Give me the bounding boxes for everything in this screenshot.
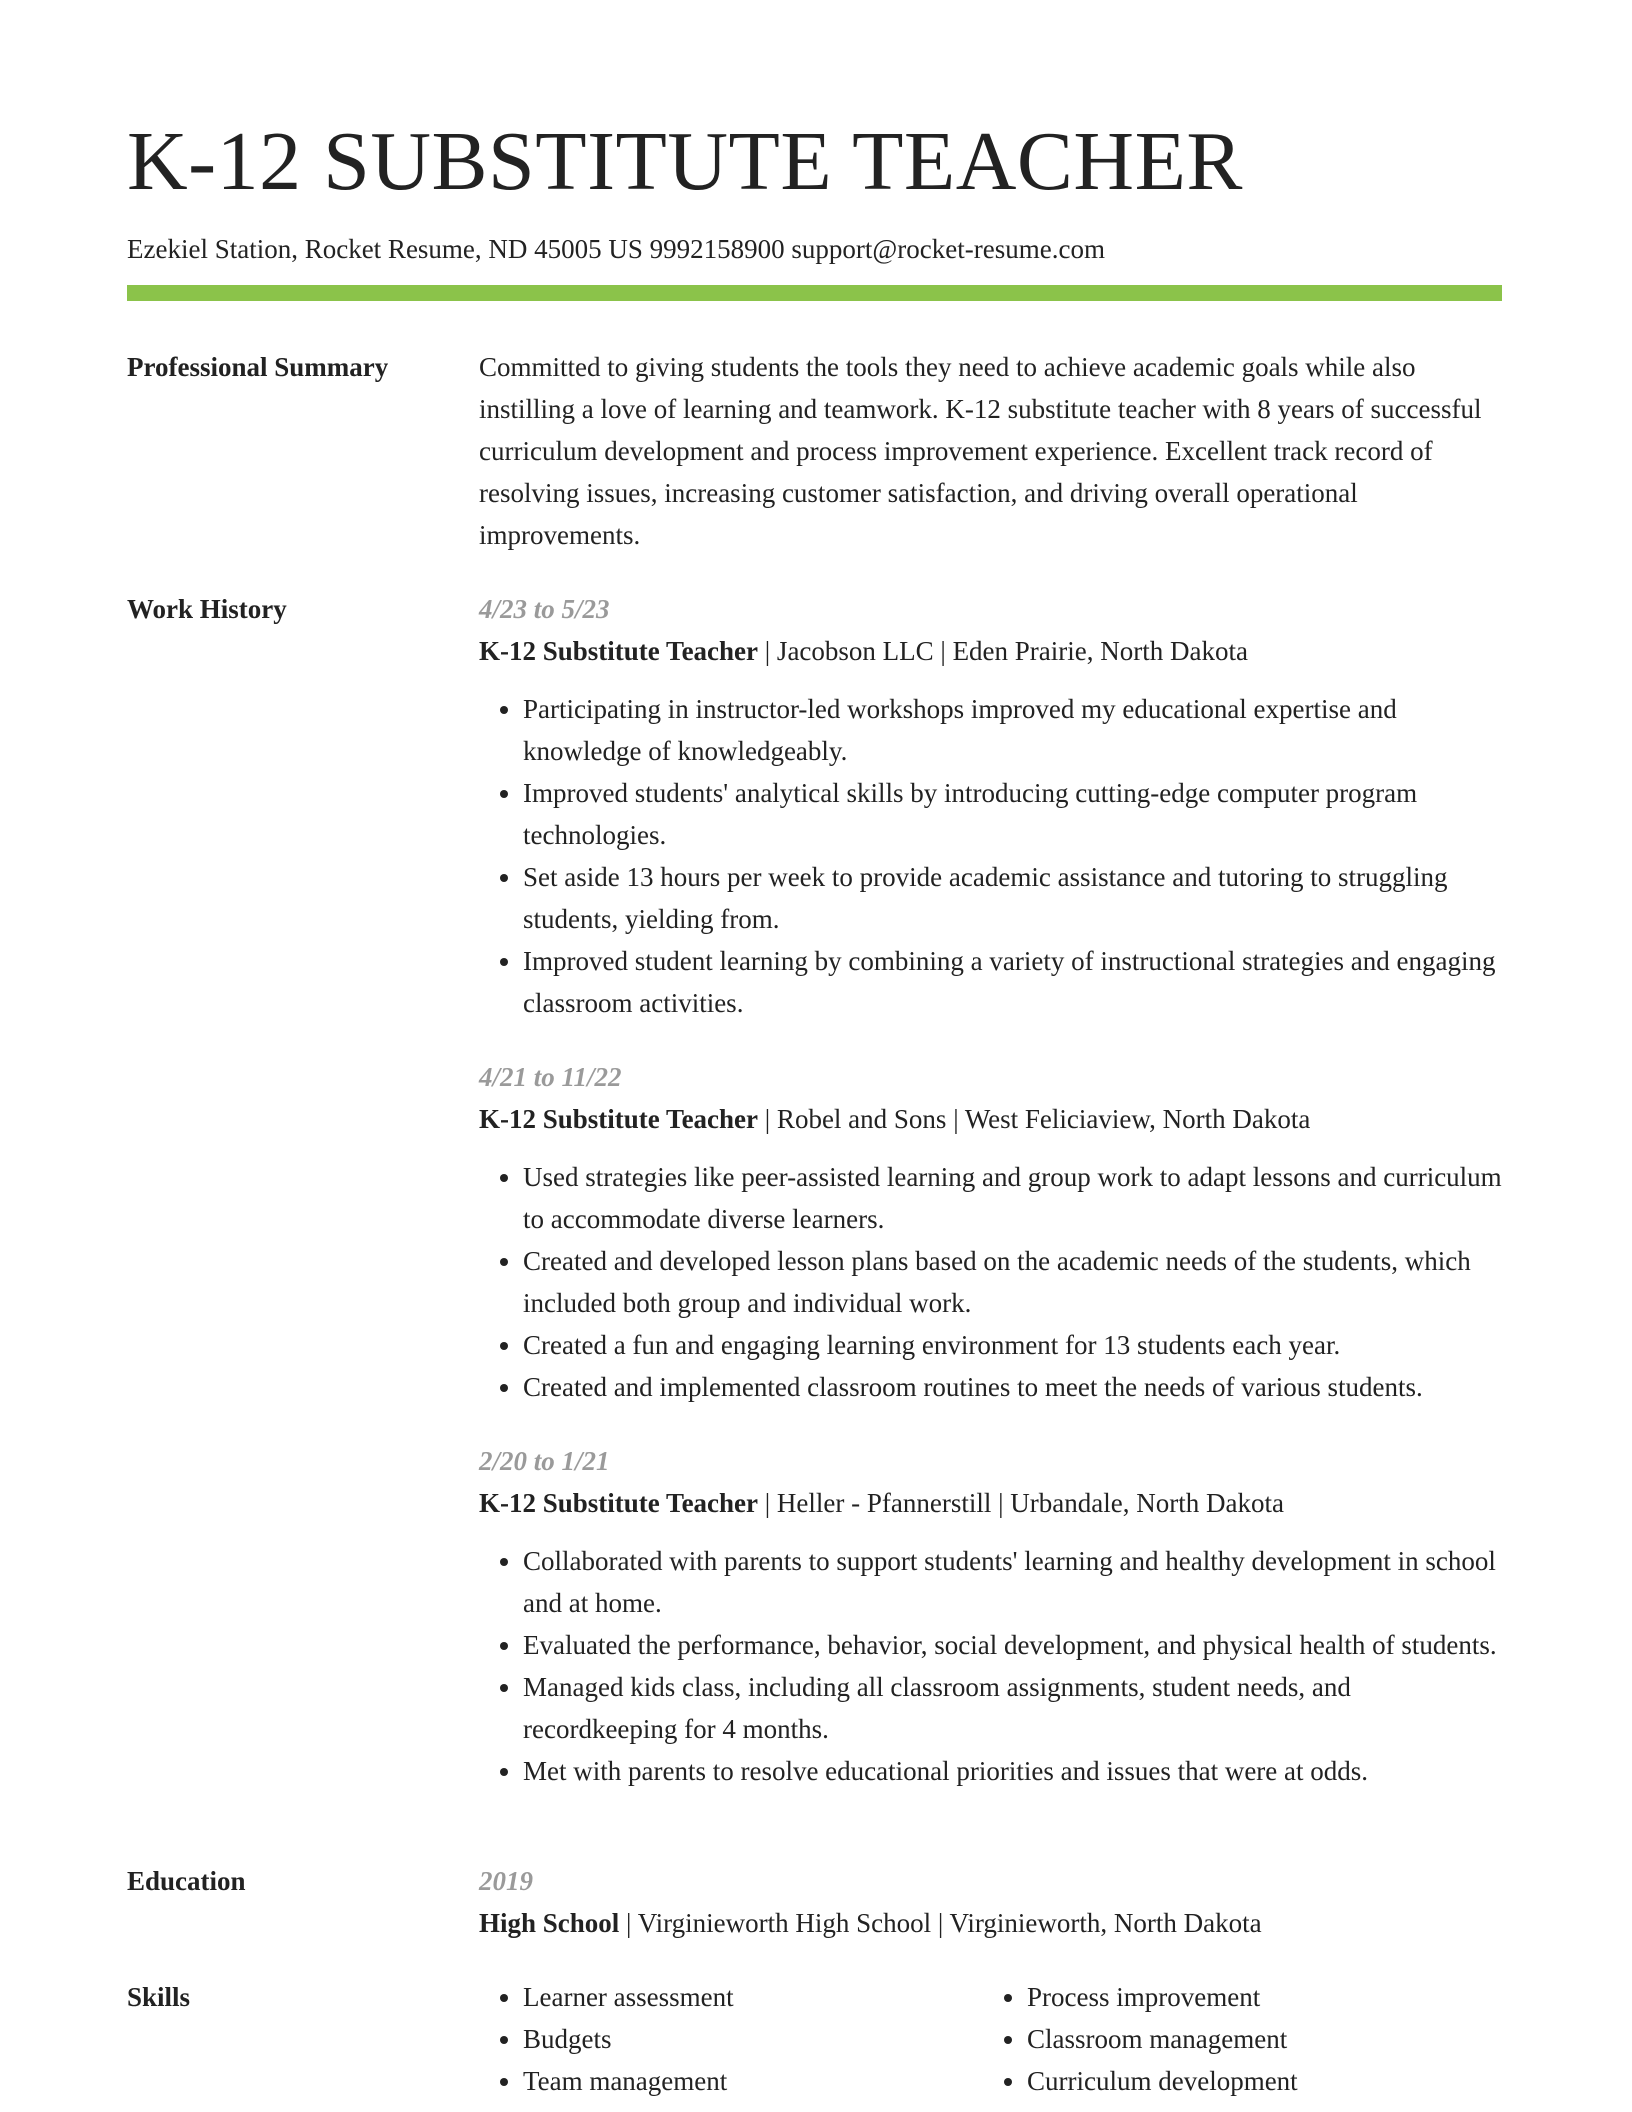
job-dates: 4/21 to 11/22 [479,1062,622,1092]
header-divider [127,285,1502,301]
list-item: • Managed kids class, including all classroom assignments, student needs, and recordkeeping for 4 months. [523,1666,1502,1750]
list-item: • Set aside 13 hours per week to provide academic assistance and tutoring to struggling students, yielding from. [523,856,1502,940]
job-entry [479,1056,1502,1408]
list-item: • Created and developed lesson plans based on the academic needs of the students, which included both group and individual work. [523,1240,1502,1324]
education-degree: High School [479,1908,620,1938]
contact-line: Ezekiel Station, Rocket Resume, ND 45005 US 9992158900 support@rocket-resume.com [127,234,1105,264]
list-item: • Improved student learning by combining a variety of instructional strategies and engaging classroom activities. [523,940,1502,1024]
job-details: | Heller - Pfannerstill | Urbandale, North Dakota [758,1488,1284,1518]
skills-list-left [479,1976,983,2102]
education-line [479,1902,1502,1944]
list-item: • Used strategies like peer-assisted learning and group work to adapt lessons and curriculum to accommodate diverse learners. [523,1156,1502,1240]
list-item: • Learner assessment [523,1976,983,2018]
job-entry [479,1440,1502,1792]
job-bullets [479,1540,1502,1792]
job-dates: 4/23 to 5/23 [479,594,610,624]
job-bullets [479,1156,1502,1408]
education-details: | Virginieworth High School | Virginieworth, North Dakota [619,1908,1262,1938]
list-item: • Curriculum development [1027,2060,1487,2102]
work-history-body [479,588,1502,1792]
job-dates: 2/20 to 1/21 [479,1446,610,1476]
list-item: • Evaluated the performance, behavior, social development, and physical health of students. [523,1624,1502,1666]
list-item: • Collaborated with parents to support students' learning and healthy development in school and at home. [523,1540,1502,1624]
work-history-heading: Work History [127,594,287,624]
list-item: • Team management [523,2060,983,2102]
job-bullets [479,688,1502,1024]
summary-body [479,346,1502,556]
list-item: • Participating in instructor-led workshops improved my educational expertise and knowledge of knowledgeably. [523,688,1502,772]
job-title: K-12 Substitute Teacher [479,1488,759,1518]
skills-list-right [983,1976,1487,2102]
job-heading [479,1482,1502,1524]
job-heading [479,1098,1502,1140]
job-title: K-12 Substitute Teacher [479,1104,759,1134]
skills-heading: Skills [127,1982,191,2012]
list-item: • Process improvement [1027,1976,1487,2018]
summary-heading: Professional Summary [127,352,389,382]
list-item: • Met with parents to resolve educational priorities and issues that were at odds. [523,1750,1502,1792]
job-details: | Jacobson LLC | Eden Prairie, North Dakota [758,636,1248,666]
skills-body [479,1976,1502,2102]
list-item: • Budgets [523,2018,983,2060]
list-item: • Classroom management [1027,2018,1487,2060]
resume-title: K-12 SUBSTITUTE TEACHER [127,115,1243,208]
job-heading [479,630,1502,672]
job-title: K-12 Substitute Teacher [479,636,759,666]
list-item: • Created and implemented classroom routines to meet the needs of various students. [523,1366,1502,1408]
education-body [479,1860,1502,1944]
skills-columns [479,1976,1502,2102]
job-entry [479,588,1502,1024]
summary-text: Committed to giving students the tools they need to achieve academic goals while also instilling a love of learning and teamwork. K-12 substitute teacher with 8 years of successful curriculum development and process improvement experience. Excellent track record of resolving issues, increasing customer satisfaction, and driving overall operational improvements. [479,352,1482,550]
education-heading: Education [127,1866,246,1896]
education-year: 2019 [479,1866,533,1896]
list-item: • Improved students' analytical skills by introducing cutting-edge computer program technologies. [523,772,1502,856]
job-details: | Robel and Sons | West Feliciaview, North Dakota [758,1104,1311,1134]
list-item: • Created a fun and engaging learning environment for 13 students each year. [523,1324,1502,1366]
